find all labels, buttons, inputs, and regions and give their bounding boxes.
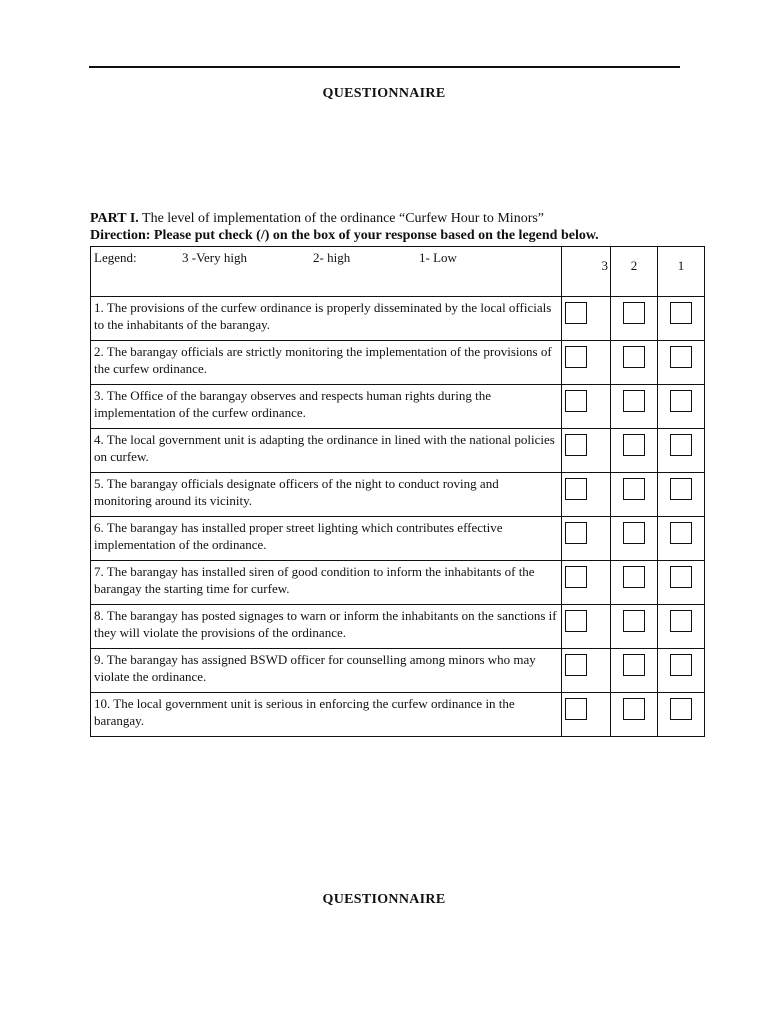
checkbox-rating-3[interactable]	[565, 566, 587, 588]
legend-item-3: 3 -Very high	[182, 250, 247, 265]
rating-cell-2	[611, 605, 658, 649]
statement-text: 6. The barangay has installed proper street lighting which contributes effective implementation of the ordinance.	[91, 517, 562, 561]
checkbox-rating-3[interactable]	[565, 302, 587, 324]
rating-cell-2	[611, 341, 658, 385]
table-row	[91, 693, 705, 737]
rating-cell-1	[658, 517, 705, 561]
rating-cell-1	[658, 473, 705, 517]
table-row	[91, 341, 705, 385]
checkbox-rating-1[interactable]	[670, 566, 692, 588]
questionnaire-table	[90, 246, 705, 737]
checkbox-rating-2[interactable]	[623, 302, 645, 324]
top-divider-line	[89, 66, 680, 68]
rating-header-1: 1	[658, 247, 705, 297]
rating-cell-1	[658, 429, 705, 473]
rating-cell-2	[611, 297, 658, 341]
table-row	[91, 605, 705, 649]
statement-text: 9. The barangay has assigned BSWD officer for counselling among minors who may violate the ordinance.	[91, 649, 562, 693]
checkbox-rating-1[interactable]	[670, 346, 692, 368]
checkbox-rating-1[interactable]	[670, 302, 692, 324]
rating-cell-3	[562, 561, 611, 605]
checkbox-rating-3[interactable]	[565, 698, 587, 720]
rating-cell-3	[562, 341, 611, 385]
checkbox-rating-2[interactable]	[623, 434, 645, 456]
checkbox-rating-1[interactable]	[670, 478, 692, 500]
checkbox-rating-2[interactable]	[623, 390, 645, 412]
statement-text: 8. The barangay has posted signages to warn or inform the inhabitants on the sanctions if they will violate the provisions of the ordinance.	[91, 605, 562, 649]
checkbox-rating-2[interactable]	[623, 522, 645, 544]
rating-header-3: 3	[562, 247, 611, 297]
statement-text: 1. The provisions of the curfew ordinance is properly disseminated by the local officials to the inhabitants of the barangay.	[91, 297, 562, 341]
page-title-repeat: QUESTIONNAIRE	[322, 892, 446, 907]
table-row	[91, 297, 705, 341]
rating-cell-3	[562, 385, 611, 429]
rating-cell-2	[611, 517, 658, 561]
checkbox-rating-2[interactable]	[623, 654, 645, 676]
legend-label: Legend:	[94, 250, 137, 265]
rating-cell-1	[658, 385, 705, 429]
rating-cell-3	[562, 693, 611, 737]
checkbox-rating-2[interactable]	[623, 610, 645, 632]
rating-cell-2	[611, 473, 658, 517]
checkbox-rating-1[interactable]	[670, 522, 692, 544]
checkbox-rating-3[interactable]	[565, 522, 587, 544]
legend-item-2: 2- high	[313, 250, 351, 265]
rating-cell-1	[658, 297, 705, 341]
statement-text: 5. The barangay officials designate officers of the night to conduct roving and monitoring around its vicinity.	[91, 473, 562, 517]
table-row	[91, 429, 705, 473]
table-row	[91, 649, 705, 693]
rating-cell-3	[562, 429, 611, 473]
checkbox-rating-2[interactable]	[623, 478, 645, 500]
rating-cell-3	[562, 605, 611, 649]
statement-text: 7. The barangay has installed siren of good condition to inform the inhabitants of the barangay the starting time for curfew.	[91, 561, 562, 605]
checkbox-rating-2[interactable]	[623, 346, 645, 368]
checkbox-rating-2[interactable]	[623, 566, 645, 588]
statement-text: 10. The local government unit is serious in enforcing the curfew ordinance in the barangay.	[91, 693, 562, 737]
statement-text: 4. The local government unit is adapting the ordinance in lined with the national policies on curfew.	[91, 429, 562, 473]
table-row	[91, 473, 705, 517]
checkbox-rating-3[interactable]	[565, 610, 587, 632]
table-row	[91, 517, 705, 561]
rating-cell-2	[611, 385, 658, 429]
intro-block	[90, 210, 700, 244]
checkbox-rating-3[interactable]	[565, 654, 587, 676]
table-row	[91, 561, 705, 605]
checkbox-rating-1[interactable]	[670, 654, 692, 676]
rating-cell-2	[611, 561, 658, 605]
legend-row	[91, 247, 705, 297]
rating-cell-3	[562, 649, 611, 693]
direction-text: Direction: Please put check (/) on the box of your response based on the legend below.	[90, 228, 599, 243]
checkbox-rating-3[interactable]	[565, 478, 587, 500]
rating-cell-1	[658, 341, 705, 385]
legend-cell	[91, 247, 562, 297]
checkbox-rating-3[interactable]	[565, 390, 587, 412]
rating-cell-1	[658, 605, 705, 649]
rating-header-2: 2	[611, 247, 658, 297]
rating-cell-3	[562, 517, 611, 561]
rating-cell-1	[658, 561, 705, 605]
checkbox-rating-1[interactable]	[670, 698, 692, 720]
checkbox-rating-1[interactable]	[670, 610, 692, 632]
checkbox-rating-1[interactable]	[670, 390, 692, 412]
part-heading	[90, 210, 700, 227]
part-description: The level of implementation of the ordinance “Curfew Hour to Minors”	[138, 211, 545, 226]
rating-cell-3	[562, 297, 611, 341]
checkbox-rating-3[interactable]	[565, 346, 587, 368]
rating-cell-2	[611, 649, 658, 693]
checkbox-rating-1[interactable]	[670, 434, 692, 456]
checkbox-rating-3[interactable]	[565, 434, 587, 456]
rating-cell-1	[658, 649, 705, 693]
rating-cell-3	[562, 473, 611, 517]
rating-cell-2	[611, 693, 658, 737]
rating-cell-2	[611, 429, 658, 473]
table-row	[91, 385, 705, 429]
rating-cell-1	[658, 693, 705, 737]
part-label: PART I.	[90, 211, 139, 226]
checkbox-rating-2[interactable]	[623, 698, 645, 720]
statement-text: 2. The barangay officials are strictly monitoring the implementation of the provisions of the curfew ordinance.	[91, 341, 562, 385]
page-title: QUESTIONNAIRE	[322, 86, 446, 101]
statement-text: 3. The Office of the barangay observes and respects human rights during the implementation of the curfew ordinance.	[91, 385, 562, 429]
legend-item-1: 1- Low	[419, 250, 457, 265]
